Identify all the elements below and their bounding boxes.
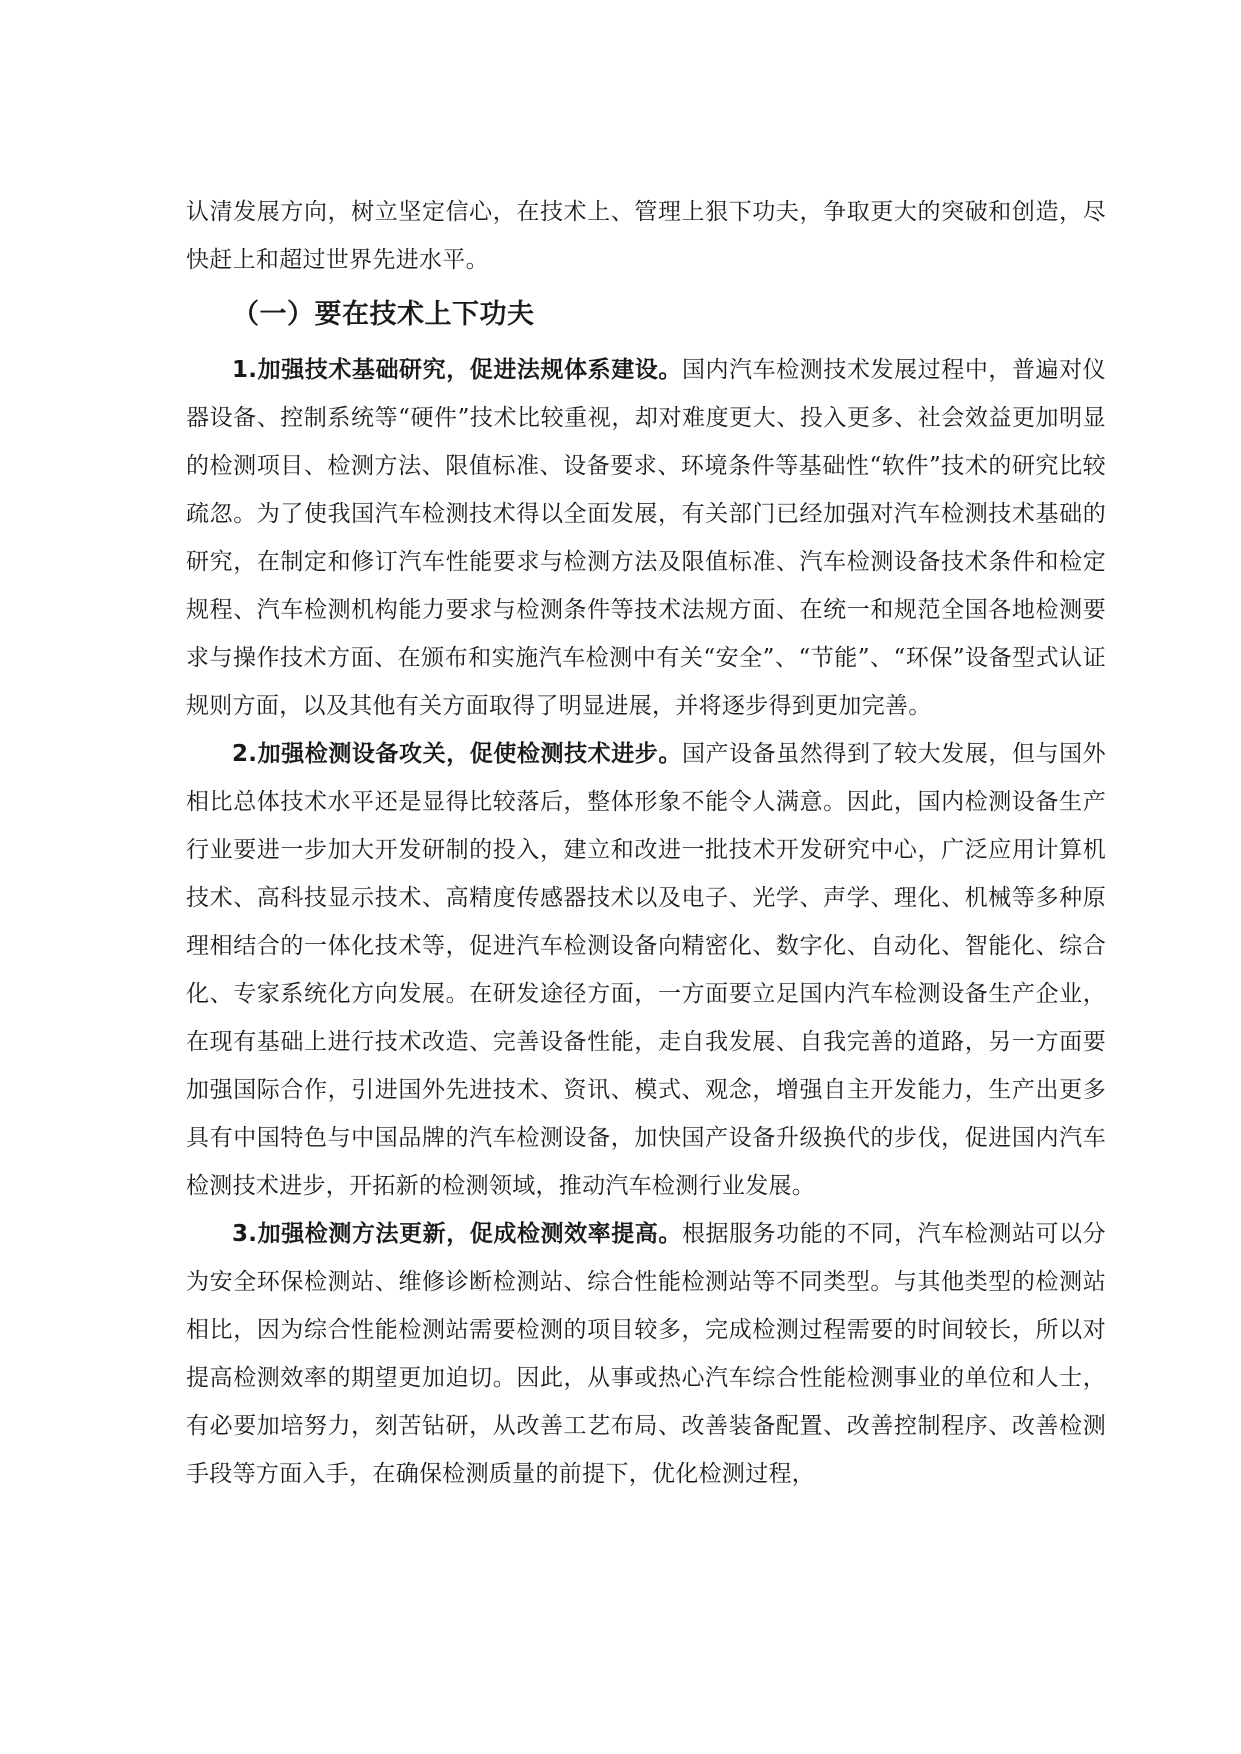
paragraph-1 (186, 346, 1106, 730)
paragraph-2-body: 国产设备虽然得到了较大发展，但与国外相比总体技术水平还是显得比较落后，整体形象不能令人满意。因此，国内检测设备生产行业要进一步加大开发研制的投入，建立和改进一批技术开发研究中心，广泛应用计算机技术、高科技显示技术、高精度传感器技术以及电子、光学、声学、理化、机械等多种原理相结合的一体化技术等，促进汽车检测设备向精密化、数字化、自动化、智能化、综合化、专家系统化方向发展。在研发途径方面，一方面要立足国内汽车检测设备生产企业，在现有基础上进行技术改造、完善设备性能，走自我发展、自我完善的道路，另一方面要加强国际合作，引进国外先进技术、资讯、模式、观念，增强自主开发能力，生产出更多具有中国特色与中国品牌的汽车检测设备，加快国产设备升级换代的步伐，促进国内汽车检测技术进步，开拓新的检测领域，推动汽车检测行业发展。 (186, 741, 1106, 1199)
paragraph-1-lead: 1.加强技术基础研究，促进法规体系建设。 (232, 357, 682, 383)
intro-paragraph: 认清发展方向，树立坚定信心，在技术上、管理上狠下功夫，争取更大的突破和创造，尽快赶上和超过世界先进水平。 (186, 199, 1106, 273)
paragraph-3-lead: 3.加强检测方法更新，促成检测效率提高。 (232, 1221, 682, 1247)
section-heading: （一）要在技术上下功夫 (232, 299, 535, 330)
document-body (186, 188, 1106, 1498)
paragraph-3 (186, 1210, 1106, 1498)
paragraph-2-lead: 2.加强检测设备攻关，促使检测技术进步。 (232, 741, 682, 767)
paragraph-3-body: 根据服务功能的不同，汽车检测站可以分为安全环保检测站、维修诊断检测站、综合性能检测站等不同类型。与其他类型的检测站相比，因为综合性能检测站需要检测的项目较多，完成检测过程需要的时间较长，所以对提高检测效率的期望更加迫切。因此，从事或热心汽车综合性能检测事业的单位和人士，有必要加培努力，刻苦钻研，从改善工艺布局、改善装备配置、改善控制程序、改善检测手段等方面入手，在确保检测质量的前提下，优化检测过程， (186, 1221, 1106, 1487)
paragraph-1-body: 国内汽车检测技术发展过程中，普遍对仪器设备、控制系统等“硬件”技术比较重视，却对难度更大、投入更多、社会效益更加明显的检测项目、检测方法、限值标准、设备要求、环境条件等基础性“软件”技术的研究比较疏忽。为了使我国汽车检测技术得以全面发展，有关部门已经加强对汽车检测技术基础的研究，在制定和修订汽车性能要求与检测方法及限值标准、汽车检测设备技术条件和检定规程、汽车检测机构能力要求与检测条件等技术法规方面、在统一和规范全国各地检测要求与操作技术方面、在颁布和实施汽车检测中有关“安全”、“节能”、“环保”设备型式认证规则方面，以及其他有关方面取得了明显进展，并将逐步得到更加完善。 (186, 357, 1106, 719)
paragraph-2 (186, 730, 1106, 1210)
